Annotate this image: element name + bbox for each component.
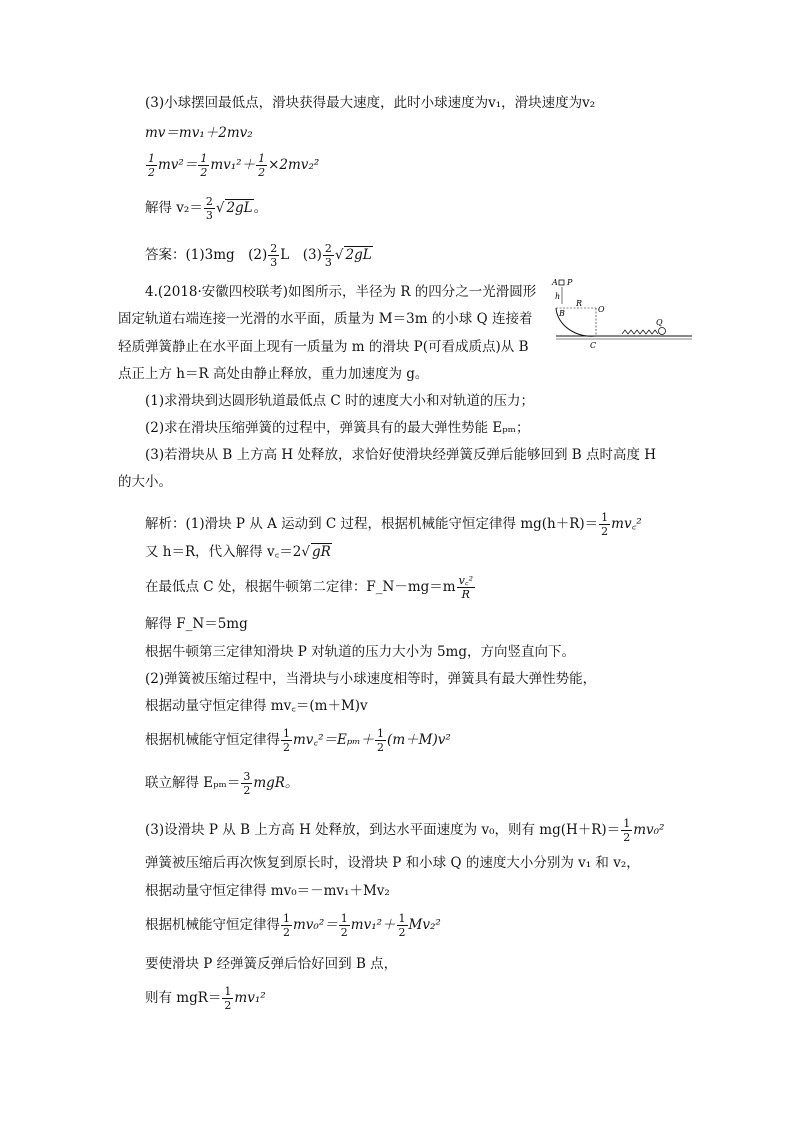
solution-line: 在最低点 C 处，根据牛顿第二定律：F_N－mg＝m $\frac{\text{v꜀²}}{R}$ (145, 574, 474, 601)
label-o: O (598, 305, 605, 314)
label-h: h (555, 292, 561, 301)
solution-line: 联立解得 Eₚₘ＝ $\frac{3}{2}$ mgR。 (145, 770, 299, 797)
question-text: 点正上方 h＝R 高处由静止释放，重力加速度为 g。 (118, 366, 429, 382)
spring (622, 330, 658, 334)
solution-line: 弹簧被压缩后再次恢复到原长时，设滑块 P 和小球 Q 的速度大小分别为 v₁ 和 v₂， (145, 855, 640, 871)
label-r: R (576, 299, 583, 308)
answer-line: 答案：(1)3mg (2) $\frac{2}{3}$ L (3) $\frac{2}{3}$ √ 2gL (145, 242, 372, 269)
solution-line: 根据动量守恒定律得 mv₀＝－mv₁＋Mv₂ (145, 883, 390, 899)
label-c: C (590, 341, 597, 350)
label-q: Q (656, 318, 663, 327)
solution-line: 解得 F_N＝5mg (145, 616, 248, 632)
solution-line: 要使滑块 P 经弹簧反弹后恰好回到 B 点， (145, 956, 398, 972)
result-v2: 解得 v₂＝ $\frac{2}{3}$ √ 2gL。 (145, 195, 268, 222)
solution-line: 则有 mgR＝ $\frac{1}{2}$ mv₁² (145, 985, 266, 1012)
label-a: A (552, 278, 558, 287)
label-b: B (559, 309, 565, 318)
solution-line: 根据牛顿第三定律知滑块 P 对轨道的压力大小为 5mg，方向竖直向下。 (145, 644, 575, 660)
solution-line: (3)设滑块 P 从 B 上方高 H 处释放，到达水平面速度为 v₀，则有 mg(H＋R)＝ $\frac{1}{2}$ mv₀² (145, 817, 665, 844)
equation-energy: $\frac{1}{2}$ mv²＝ $\frac{1}{2}$ mv₁²＋ $\frac{1}{2}$ ×2mv₂² (148, 152, 320, 179)
solution-line: 又 h＝R，代入解得 v꜀＝2√ gR (145, 544, 331, 560)
solution-line: (3)小球摆回最低点，滑块获得最大速度，此时小球速度为v₁，滑块速度为v₂ (145, 95, 596, 111)
solution-line: 根据机械能守恒定律得 $\frac{1}{2}$ mv₀²＝ $\frac{1}{2}$ mv₁²＋ $\frac{1}{2}$ Mv₂² (145, 912, 441, 939)
slider-p (559, 280, 564, 285)
question-text: 固定轨道右端连接一光滑的水平面，质量为 M＝3m 的小球 Q 连接着 (118, 311, 533, 327)
solution-line: 根据动量守恒定律得 mv꜀＝(m＋M)v (145, 698, 368, 714)
label-p: P (567, 278, 573, 287)
question-part-2: (2)求在滑块压缩弹簧的过程中，弹簧具有的最大弹性势能 Eₚₘ； (145, 420, 530, 436)
track-diagram (550, 272, 700, 352)
question-part-1: (1)求滑块到达圆形轨道最低点 C 时的速度大小和对轨道的压力； (145, 393, 535, 409)
solution-line: 解析：(1)滑块 P 从 A 运动到 C 过程，根据机械能守恒定律得 mg(h＋R)＝ $\frac{1}{2}$ mv꜀² (145, 511, 642, 538)
equation-momentum: mv＝mv₁＋2mv₂ (145, 125, 253, 141)
question-part-3: (3)若滑块从 B 上方高 H 处释放，求恰好使滑块经弹簧反弹后能够回到 B 点时高度 H (145, 447, 657, 463)
ball-q (659, 328, 666, 335)
question-part-3-cont: 的大小。 (118, 474, 172, 490)
question-text: 轻质弹簧静止在水平面上现有一质量为 m 的滑块 P(可看成质点)从 B (118, 339, 529, 355)
solution-line: 根据机械能守恒定律得 $\frac{1}{2}$ mv꜀²＝Eₚₘ＋ $\frac{1}{2}$ (m＋M)v² (145, 727, 451, 754)
solution-line: (2)弹簧被压缩过程中，当滑块与小球速度相等时，弹簧具有最大弹性势能， (145, 671, 597, 687)
question-text: 4.(2018·安徽四校联考)如图所示，半径为 R 的四分之一光滑圆形 (145, 284, 537, 300)
